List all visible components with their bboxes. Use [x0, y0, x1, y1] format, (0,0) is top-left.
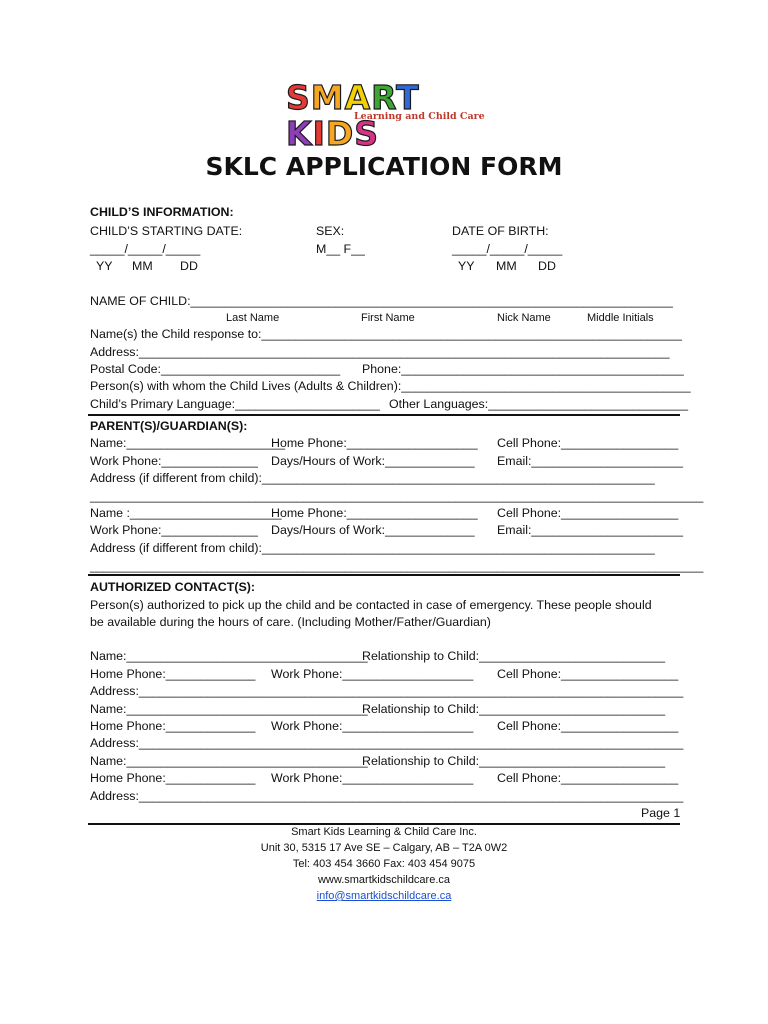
logo-subtitle: Learning and Child Care [354, 111, 485, 122]
contact2-home-phone-field[interactable]: Home Phone:_____________ [90, 719, 256, 733]
logo-letter: T [396, 78, 420, 117]
parent2-name-field[interactable]: Name :______________________ [90, 506, 282, 520]
parent1-address-line2[interactable]: _________________________________________________________________________________________ [90, 489, 704, 503]
primary-language-field[interactable]: Child’s Primary Language:_____________________ [90, 397, 380, 411]
logo-letter: R [371, 78, 397, 117]
start-mm-label: MM [132, 259, 153, 273]
contact3-cell-phone-field[interactable]: Cell Phone:_________________ [497, 771, 679, 785]
contact2-address-field[interactable]: Address:_______________________________________________________________________________ [90, 736, 684, 750]
parent1-cell-phone-field[interactable]: Cell Phone:_________________ [497, 436, 679, 450]
parent1-name-field[interactable]: Name:_______________________ [90, 436, 285, 450]
contact3-name-field[interactable]: Name:___________________________________ [90, 754, 368, 768]
child-address-field[interactable]: Address:_____________________________________________________________________________ [90, 345, 670, 359]
contact3-address-field[interactable]: Address:_______________________________________________________________________________ [90, 789, 684, 803]
parent2-address-field[interactable]: Address (if different from child):_________________________________________________________ [90, 541, 655, 555]
dob-field[interactable]: _____/_____/_____ [452, 242, 563, 256]
page-title: SKLC APPLICATION FORM [205, 152, 563, 181]
dob-label: DATE OF BIRTH: [452, 224, 549, 238]
last-name-caption: Last Name [226, 312, 280, 324]
other-languages-field[interactable]: Other Languages:_____________________________ [389, 397, 689, 411]
contact2-name-field[interactable]: Name:___________________________________ [90, 702, 368, 716]
parent2-email-field[interactable]: Email:______________________ [497, 523, 684, 537]
parent1-days-hours-field[interactable]: Days/Hours of Work:_____________ [271, 454, 475, 468]
logo-letter: I [312, 114, 326, 153]
logo-letter: M [310, 78, 345, 117]
contact1-relationship-field[interactable]: Relationship to Child:___________________________ [362, 649, 666, 663]
nick-name-caption: Nick Name [497, 312, 551, 324]
lives-with-field[interactable]: Person(s) with whom the Child Lives (Adults & Children):__________________________________________ [90, 379, 691, 393]
dob-yy-label: YY [458, 259, 475, 273]
name-of-child-field[interactable]: NAME OF CHILD:______________________________________________________________________ [90, 294, 673, 308]
footer-address: Unit 30, 5315 17 Ave SE – Calgary, AB – T2A 0W2 [260, 842, 508, 854]
section-divider [88, 414, 680, 416]
footer-email-row [0, 889, 768, 903]
logo-letter: K [286, 114, 313, 153]
starting-date-field[interactable]: _____/_____/_____ [90, 242, 201, 256]
parent2-days-hours-field[interactable]: Days/Hours of Work:_____________ [271, 523, 475, 537]
parent2-cell-phone-field[interactable]: Cell Phone:_________________ [497, 506, 679, 520]
authorized-description-line2: be available during the hours of care. (Including Mother/Father/Guardian) [90, 615, 491, 629]
contact1-address-field[interactable]: Address:_______________________________________________________________________________ [90, 684, 684, 698]
dob-dd-label: DD [538, 259, 556, 273]
parent2-home-phone-field[interactable]: Home Phone:___________________ [271, 506, 478, 520]
page-number: Page 1 [641, 806, 681, 820]
logo-letter: A [344, 78, 372, 117]
middle-initials-caption: Middle Initials [587, 312, 654, 324]
footer-tel-fax: Tel: 403 454 3660 Fax: 403 454 9075 [292, 858, 476, 870]
sex-field[interactable]: M__ F__ [316, 242, 365, 256]
starting-date-label: CHILD’S STARTING DATE: [90, 224, 243, 238]
contact2-cell-phone-field[interactable]: Cell Phone:_________________ [497, 719, 679, 733]
contact3-home-phone-field[interactable]: Home Phone:_____________ [90, 771, 256, 785]
authorized-heading: AUTHORIZED CONTACT(S): [90, 580, 255, 594]
contact3-relationship-field[interactable]: Relationship to Child:___________________________ [362, 754, 666, 768]
parents-heading: PARENT(S)/GUARDIAN(S): [90, 419, 248, 433]
contact1-work-phone-field[interactable]: Work Phone:___________________ [271, 667, 474, 681]
parent1-email-field[interactable]: Email:______________________ [497, 454, 684, 468]
sex-label: SEX: [316, 224, 345, 238]
contact3-work-phone-field[interactable]: Work Phone:___________________ [271, 771, 474, 785]
start-dd-label: DD [180, 259, 198, 273]
logo-letter: S [286, 78, 311, 117]
footer-email-link[interactable]: info@smartkidschildcare.ca [316, 890, 452, 902]
first-name-caption: First Name [361, 312, 415, 324]
contact2-relationship-field[interactable]: Relationship to Child:___________________________ [362, 702, 666, 716]
parent1-address-field[interactable]: Address (if different from child):_________________________________________________________ [90, 471, 655, 485]
postal-code-field[interactable]: Postal Code:__________________________ [90, 362, 341, 376]
contact2-work-phone-field[interactable]: Work Phone:___________________ [271, 719, 474, 733]
contact1-name-field[interactable]: Name:___________________________________ [90, 649, 368, 663]
footer-company: Smart Kids Learning & Child Care Inc. [291, 826, 477, 838]
contact1-cell-phone-field[interactable]: Cell Phone:_________________ [497, 667, 679, 681]
section-divider [88, 574, 680, 576]
dob-mm-label: MM [496, 259, 517, 273]
parent1-work-phone-field[interactable]: Work Phone:______________ [90, 454, 258, 468]
authorized-description-line1: Person(s) authorized to pick up the child and be contacted in case of emergency. These people should [90, 598, 652, 612]
start-yy-label: YY [96, 259, 113, 273]
child-phone-field[interactable]: Phone:_________________________________________ [362, 362, 684, 376]
parent2-work-phone-field[interactable]: Work Phone:______________ [90, 523, 258, 537]
smart-kids-logo [286, 78, 486, 153]
contact1-home-phone-field[interactable]: Home Phone:_____________ [90, 667, 256, 681]
parent1-home-phone-field[interactable]: Home Phone:___________________ [271, 436, 478, 450]
footer-website: www.smartkidschildcare.ca [317, 874, 451, 886]
logo-letter: D [325, 114, 355, 153]
logo-letter: S [354, 114, 380, 153]
parent2-address-line2[interactable]: _________________________________________________________________________________________ [90, 559, 704, 573]
response-to-field[interactable]: Name(s) the Child response to:_____________________________________________________________ [90, 327, 682, 341]
childs-info-heading: CHILD’S INFORMATION: [90, 205, 234, 219]
